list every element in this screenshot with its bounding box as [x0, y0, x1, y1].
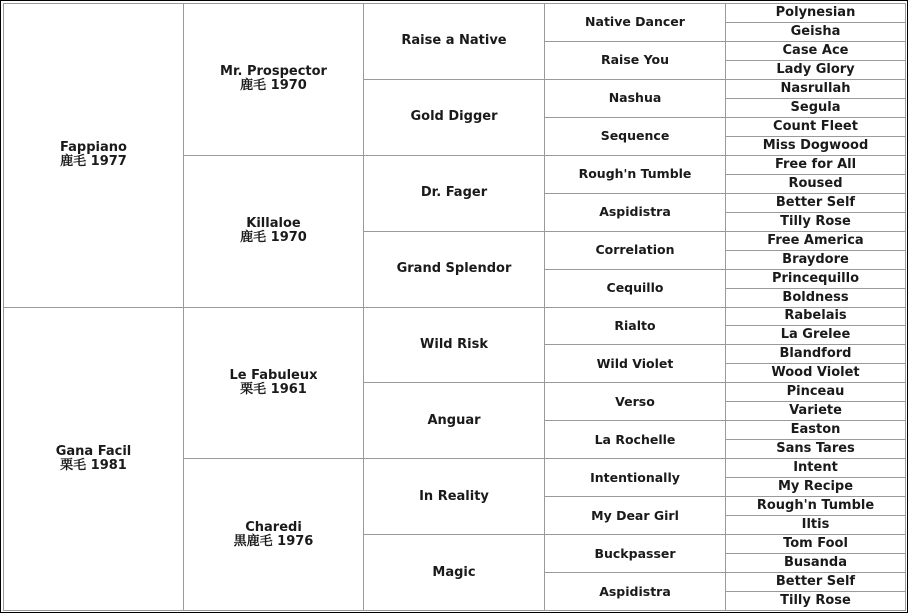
gen5-ancestor: Wood Violet	[726, 364, 906, 383]
gen5-ancestor: Intent	[726, 459, 906, 478]
gen5-ancestor: Rabelais	[726, 307, 906, 326]
gen4-ancestor: Aspidistra	[545, 193, 726, 231]
ancestor-info: 栗毛 1981	[60, 457, 127, 473]
gen3-ancestor: Gold Digger	[364, 79, 545, 155]
ancestor-name: Killaloe	[246, 216, 301, 232]
gen4-ancestor: Verso	[545, 383, 726, 421]
gen2-ancestor	[184, 4, 364, 156]
gen5-ancestor: Braydore	[726, 250, 906, 269]
gen4-ancestor: Nashua	[545, 79, 726, 117]
ancestor-info: 鹿毛 1970	[240, 230, 307, 246]
gen4-ancestor: Sequence	[545, 117, 726, 155]
gen5-ancestor: Tilly Rose	[726, 212, 906, 231]
gen5-ancestor: Pinceau	[726, 383, 906, 402]
gen3-ancestor: Dr. Fager	[364, 155, 545, 231]
ancestor-name: Gana Facil	[55, 443, 132, 459]
gen4-ancestor: Wild Violet	[545, 345, 726, 383]
gen5-ancestor: Polynesian	[726, 4, 906, 23]
gen5-ancestor: My Recipe	[726, 478, 906, 497]
ancestor-name: Mr. Prospector	[220, 64, 327, 80]
gen5-ancestor: Nasrullah	[726, 79, 906, 98]
gen3-ancestor: In Reality	[364, 459, 545, 535]
gen5-ancestor: Count Fleet	[726, 117, 906, 136]
gen2-ancestor	[184, 155, 364, 307]
gen3-ancestor: Grand Splendor	[364, 231, 545, 307]
gen5-ancestor: Miss Dogwood	[726, 136, 906, 155]
gen4-ancestor: La Rochelle	[545, 421, 726, 459]
gen5-ancestor: Case Ace	[726, 41, 906, 60]
gen5-ancestor: Boldness	[726, 288, 906, 307]
gen4-ancestor: Cequillo	[545, 269, 726, 307]
gen5-ancestor: Iltis	[726, 516, 906, 535]
gen4-ancestor: Rough'n Tumble	[545, 155, 726, 193]
pedigree-row	[4, 307, 906, 326]
gen5-ancestor: Easton	[726, 421, 906, 440]
ancestor-info: 黒鹿毛 1976	[233, 533, 314, 549]
ancestor-name: Le Fabuleux	[229, 367, 318, 383]
gen4-ancestor: Native Dancer	[545, 4, 726, 42]
gen1-ancestor	[4, 307, 184, 611]
ancestor-info: 鹿毛 1970	[240, 78, 307, 94]
gen5-ancestor: Variete	[726, 402, 906, 421]
gen5-ancestor: Segula	[726, 98, 906, 117]
ancestor-name: Charedi	[245, 519, 302, 535]
gen2-ancestor	[184, 307, 364, 459]
gen3-ancestor: Magic	[364, 535, 545, 611]
gen3-ancestor: Wild Risk	[364, 307, 545, 383]
ancestor-name: Fappiano	[60, 140, 127, 156]
gen5-ancestor: Roused	[726, 174, 906, 193]
gen2-ancestor	[184, 459, 364, 611]
gen5-ancestor: Princequillo	[726, 269, 906, 288]
gen5-ancestor: Tom Fool	[726, 535, 906, 554]
gen3-ancestor: Raise a Native	[364, 4, 545, 80]
gen3-ancestor: Anguar	[364, 383, 545, 459]
gen5-ancestor: Lady Glory	[726, 60, 906, 79]
gen5-ancestor: Better Self	[726, 573, 906, 592]
gen4-ancestor: Aspidistra	[545, 573, 726, 611]
gen4-ancestor: Rialto	[545, 307, 726, 345]
gen1-ancestor	[4, 4, 184, 308]
ancestor-info: 栗毛 1961	[240, 381, 307, 397]
gen4-ancestor: Intentionally	[545, 459, 726, 497]
ancestor-info: 鹿毛 1977	[60, 154, 127, 170]
gen5-ancestor: Better Self	[726, 193, 906, 212]
gen4-ancestor: My Dear Girl	[545, 497, 726, 535]
pedigree-row	[4, 4, 906, 23]
gen5-ancestor: Blandford	[726, 345, 906, 364]
gen4-ancestor: Buckpasser	[545, 535, 726, 573]
pedigree-table	[3, 3, 906, 611]
gen5-ancestor: Geisha	[726, 22, 906, 41]
gen5-ancestor: Free America	[726, 231, 906, 250]
gen5-ancestor: Sans Tares	[726, 440, 906, 459]
gen4-ancestor: Raise You	[545, 41, 726, 79]
gen5-ancestor: Free for All	[726, 155, 906, 174]
gen5-ancestor: Rough'n Tumble	[726, 497, 906, 516]
gen5-ancestor: Busanda	[726, 554, 906, 573]
gen5-ancestor: La Grelee	[726, 326, 906, 345]
gen5-ancestor: Tilly Rose	[726, 592, 906, 611]
gen4-ancestor: Correlation	[545, 231, 726, 269]
